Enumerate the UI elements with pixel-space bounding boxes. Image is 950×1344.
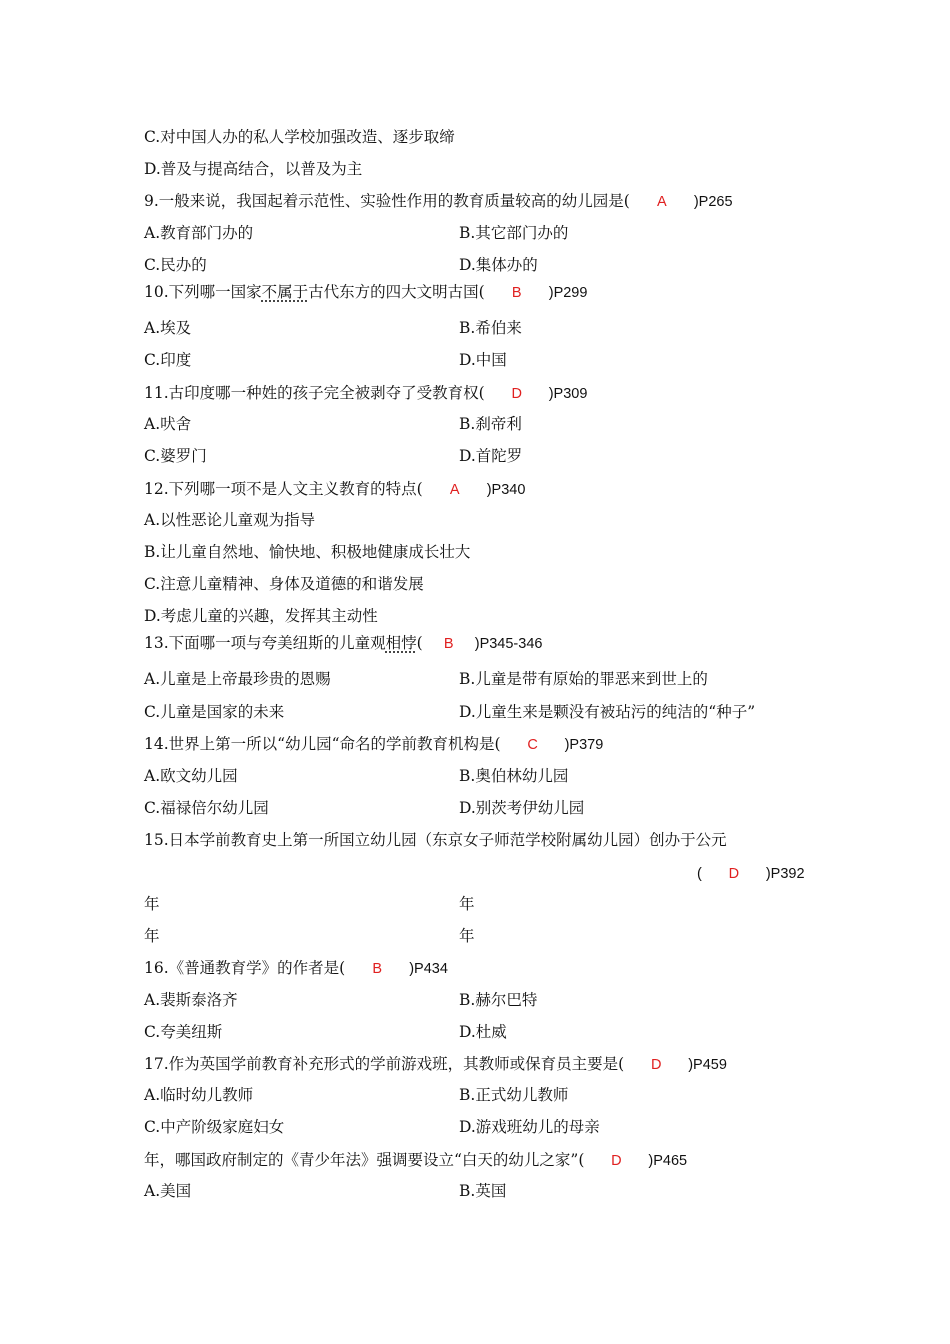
option-d xyxy=(459,798,584,818)
page-ref: )P392 xyxy=(765,866,805,882)
question-text: 年，哪国政府制定的《青少年法》强调要设立“白天的幼儿之家”( xyxy=(144,1151,585,1169)
option-text: B.英国 xyxy=(459,1182,507,1200)
answer-mark: B xyxy=(511,285,522,301)
option-a xyxy=(144,223,253,243)
option-text: C.儿童是国家的未来 xyxy=(144,703,285,721)
option-d xyxy=(459,1117,600,1137)
question-text: 10.下列哪一国家 xyxy=(144,283,262,301)
question-18 xyxy=(144,1150,687,1171)
option-c xyxy=(144,798,269,818)
option-text: A.儿童是上帝最珍贵的恩赐 xyxy=(144,670,331,688)
option-text: C.中产阶级家庭妇女 xyxy=(144,1118,285,1136)
option-text: A.美国 xyxy=(144,1182,192,1200)
option-text: B.希伯来 xyxy=(459,319,522,337)
option-a xyxy=(144,510,315,530)
question-text: ( xyxy=(416,634,423,652)
answer-mark: B xyxy=(372,961,383,977)
option-c xyxy=(144,1022,222,1042)
question-17 xyxy=(144,1054,727,1075)
question-11 xyxy=(144,383,587,404)
question-text: 17.作为英国学前教育补充形式的学前游戏班，其教师或保育员主要是( xyxy=(144,1055,625,1073)
option-text: C.民办的 xyxy=(144,256,207,274)
option-d xyxy=(459,1022,507,1042)
page-ref: )P434 xyxy=(409,961,448,977)
option-text: B.刹帝利 xyxy=(459,415,522,433)
option-text: C.印度 xyxy=(144,351,192,369)
option-d xyxy=(144,606,378,626)
question-9 xyxy=(144,191,733,212)
option-text: C.婆罗门 xyxy=(144,447,207,465)
question-12 xyxy=(144,479,525,500)
emphasis-text: 相悖 xyxy=(385,634,417,652)
question-text: 9.一般来说，我国起着示范性、实验性作用的教育质量较高的幼儿园是( xyxy=(144,192,630,210)
option-c xyxy=(144,350,191,370)
option-text: D.别茨考伊幼儿园 xyxy=(459,799,585,817)
option-text: 年 xyxy=(144,927,160,945)
option-a xyxy=(144,1085,253,1105)
question-text: 14.世界上第一所以“幼儿园“命名的学前教育机构是( xyxy=(144,735,501,753)
option-text: A.欧文幼儿园 xyxy=(144,767,238,785)
option-text: A.以性恶论儿童观为指导 xyxy=(144,511,316,529)
question-text: 13.下面哪一项与夸美纽斯的儿童观 xyxy=(144,634,386,652)
page-ref: )P459 xyxy=(688,1057,727,1073)
paren: ( xyxy=(697,866,702,882)
option-text: B.其它部门办的 xyxy=(459,224,569,242)
option-text: A.临时幼儿教师 xyxy=(144,1086,254,1104)
option-text: C.注意儿童精神、身体及道德的和谐发展 xyxy=(144,575,424,593)
question-16 xyxy=(144,958,448,979)
option-d xyxy=(459,702,755,722)
option-b xyxy=(459,318,522,338)
answer-mark: C xyxy=(527,737,538,753)
option-text: B.赫尔巴特 xyxy=(459,991,538,1009)
option-line xyxy=(144,127,455,147)
option-a xyxy=(144,1181,191,1201)
option-c xyxy=(144,926,160,946)
page-ref: )P299 xyxy=(548,285,588,301)
answer-mark: D xyxy=(650,1057,662,1073)
question-14 xyxy=(144,734,603,755)
question-text: 古代东方的四大文明古国( xyxy=(308,283,485,301)
option-c xyxy=(144,255,207,275)
option-b xyxy=(459,1085,568,1105)
option-text: D.首陀罗 xyxy=(459,447,523,465)
option-text: D.杜威 xyxy=(459,1023,507,1041)
answer-mark: D xyxy=(511,386,522,402)
option-text: C.夸美纽斯 xyxy=(144,1023,223,1041)
option-text: A.裴斯泰洛齐 xyxy=(144,991,238,1009)
option-text: B.儿童是带有原始的罪恶来到世上的 xyxy=(459,670,708,688)
page-ref: )P465 xyxy=(648,1153,688,1169)
question-13 xyxy=(144,633,542,654)
page-ref: )P265 xyxy=(693,194,733,210)
option-b xyxy=(459,990,537,1010)
page-ref: )P345-346 xyxy=(474,636,543,652)
option-c xyxy=(144,1117,284,1137)
option-b xyxy=(459,894,475,914)
page-ref: )P340 xyxy=(486,482,526,498)
option-text: 年 xyxy=(459,927,475,945)
answer-mark: A xyxy=(657,194,667,210)
option-d xyxy=(459,350,507,370)
option-a xyxy=(144,990,238,1010)
answer-mark: B xyxy=(443,636,454,652)
option-b xyxy=(459,414,522,434)
option-c xyxy=(144,702,284,722)
option-d xyxy=(459,446,522,466)
option-text: B.让儿童自然地、愉快地、积极地健康成长壮大 xyxy=(144,543,471,561)
option-text: C.对中国人办的私人学校加强改造、逐步取缔 xyxy=(144,128,455,146)
question-text: 15.日本学前教育史上第一所国立幼儿园（东京女子师范学校附属幼儿园）创办于公元 xyxy=(144,831,727,849)
option-c xyxy=(144,446,207,466)
option-a xyxy=(144,414,191,434)
option-text: A.埃及 xyxy=(144,319,192,337)
option-c xyxy=(144,574,424,594)
answer-mark: D xyxy=(728,866,740,882)
page-ref: )P309 xyxy=(548,386,588,402)
option-b xyxy=(144,542,470,562)
option-text: A.吠舍 xyxy=(144,415,192,433)
option-text: D.集体办的 xyxy=(459,256,538,274)
option-text: 年 xyxy=(144,895,160,913)
question-15 xyxy=(144,830,727,850)
option-a xyxy=(144,318,191,338)
option-text: C.福禄倍尔幼儿园 xyxy=(144,799,269,817)
option-d xyxy=(459,255,538,275)
question-10 xyxy=(144,282,587,303)
answer-mark: A xyxy=(449,482,460,498)
page-ref: )P379 xyxy=(564,737,604,753)
option-text: D.儿童生来是颗没有被玷污的纯洁的“种子” xyxy=(459,703,756,721)
option-line xyxy=(144,159,362,179)
question-text: 11.古印度哪一种姓的孩子完全被剥夺了受教育权( xyxy=(144,384,485,402)
option-text: B.正式幼儿教师 xyxy=(459,1086,569,1104)
option-text: A.教育部门办的 xyxy=(144,224,254,242)
option-b xyxy=(459,223,568,243)
option-b xyxy=(459,1181,506,1201)
question-text: 12.下列哪一项不是人文主义教育的特点( xyxy=(144,480,423,498)
question-text: 16.《普通教育学》的作者是( xyxy=(144,959,346,977)
option-text: 年 xyxy=(459,895,475,913)
option-text: D.中国 xyxy=(459,351,507,369)
answer-mark: D xyxy=(611,1153,622,1169)
option-text: D.游戏班幼儿的母亲 xyxy=(459,1118,600,1136)
option-text: D.普及与提高结合，以普及为主 xyxy=(144,160,363,178)
emphasis-text: 不属于 xyxy=(261,283,309,301)
option-d xyxy=(459,926,475,946)
option-a xyxy=(144,894,160,914)
question-15-answer xyxy=(697,863,805,884)
option-text: B.奥伯林幼儿园 xyxy=(459,767,569,785)
option-a xyxy=(144,766,238,786)
option-text: D.考虑儿童的兴趣，发挥其主动性 xyxy=(144,607,378,625)
option-b xyxy=(459,766,568,786)
option-a xyxy=(144,669,331,689)
option-b xyxy=(459,669,708,689)
